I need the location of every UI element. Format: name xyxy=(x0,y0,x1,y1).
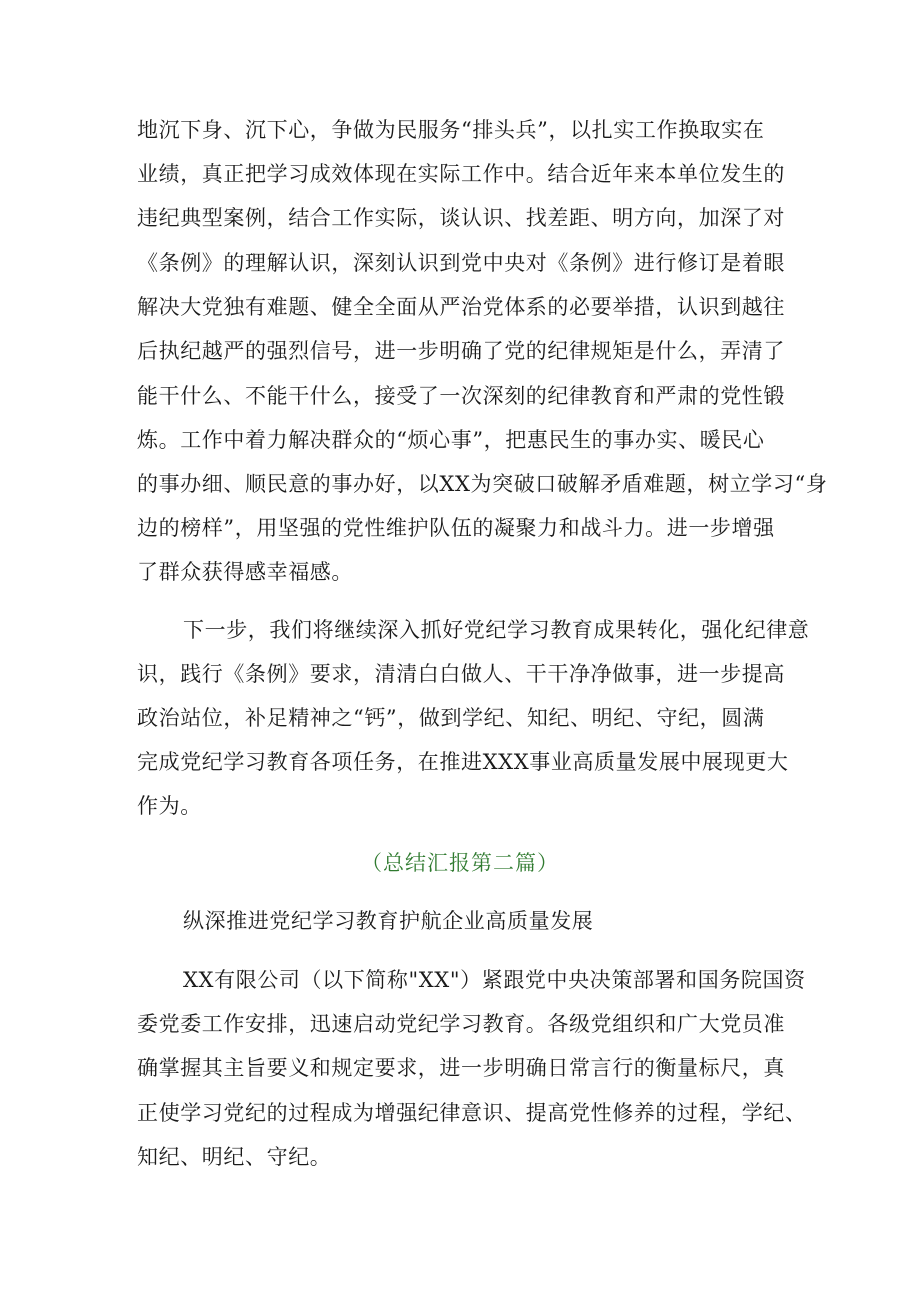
paragraph-1-line: 的事办细、顺民意的事办好，以XX为突破口破解矛盾难题，树立学习“身 xyxy=(137,472,828,496)
paragraph-1-line: 地沉下身、沉下心，争做为民服务“排头兵”，以扎实工作换取实在 xyxy=(137,118,765,142)
paragraph-3-line: 正使学习党纪的过程成为增强纪律意识、提高党性修养的过程，学纪、 xyxy=(137,1101,807,1125)
paragraph-1-line: 边的榜样”，用坚强的党性维护队伍的凝聚力和战斗力。进一步增强 xyxy=(137,516,775,540)
paragraph-1-line: 违纪典型案例，结合工作实际，谈认识、找差距、明方向，加深了对 xyxy=(137,206,785,230)
paragraph-3-line: 确掌握其主旨要义和规定要求，进一步明确日常言行的衡量标尺，真 xyxy=(137,1056,785,1080)
paragraph-3-line: 知纪、明纪、守纪。 xyxy=(137,1145,332,1169)
paragraph-2-line: 政治站位，补足精神之“钙”，做到学纪、知纪、明纪、守纪，圆满 xyxy=(137,706,765,730)
paragraph-3-line: 委党委工作安排，迅速启动党纪学习教育。各级党组织和广大党员准 xyxy=(137,1012,785,1036)
paragraph-1-line: 能干什么、不能干什么，接受了一次深刻的纪律教育和严肃的党性锻 xyxy=(137,384,785,408)
paragraph-3-line: XX有限公司（以下简称"XX"）紧跟党中央决策部署和国务院国资 xyxy=(183,968,806,992)
paragraph-1-line: 后执纪越严的强烈信号，进一步明确了党的纪律规矩是什么，弄清了 xyxy=(137,339,785,363)
paragraph-2-line: 完成党纪学习教育各项任务，在推进XXX事业高质量发展中展现更大 xyxy=(137,750,789,774)
section-heading: （总结汇报第二篇） xyxy=(361,851,559,875)
paragraph-1-line: 了群众获得感幸福感。 xyxy=(137,560,353,584)
paragraph-2-line: 下一步，我们将继续深入抓好党纪学习教育成果转化，强化纪律意 xyxy=(183,618,810,642)
paragraph-1-line: 解决大党独有难题、健全全面从严治党体系的必要举措，认识到越往 xyxy=(137,295,785,319)
paragraph-1-line: 《条例》的理解认识，深刻认识到党中央对《条例》进行修订是着眼 xyxy=(137,251,785,275)
paragraph-1-line: 业绩，真正把学习成效体现在实际工作中。结合近年来本单位发生的 xyxy=(137,162,785,186)
paragraph-2-line: 识，践行《条例》要求，清清白白做人、干干净净做事，进一步提高 xyxy=(137,662,785,686)
paragraph-2-line: 作为。 xyxy=(137,794,202,818)
paragraph-1-line: 炼。工作中着力解决群众的“烦心事”，把惠民生的事办实、暖民心 xyxy=(137,428,765,452)
article-title: 纵深推进党纪学习教育护航企业高质量发展 xyxy=(183,909,594,933)
